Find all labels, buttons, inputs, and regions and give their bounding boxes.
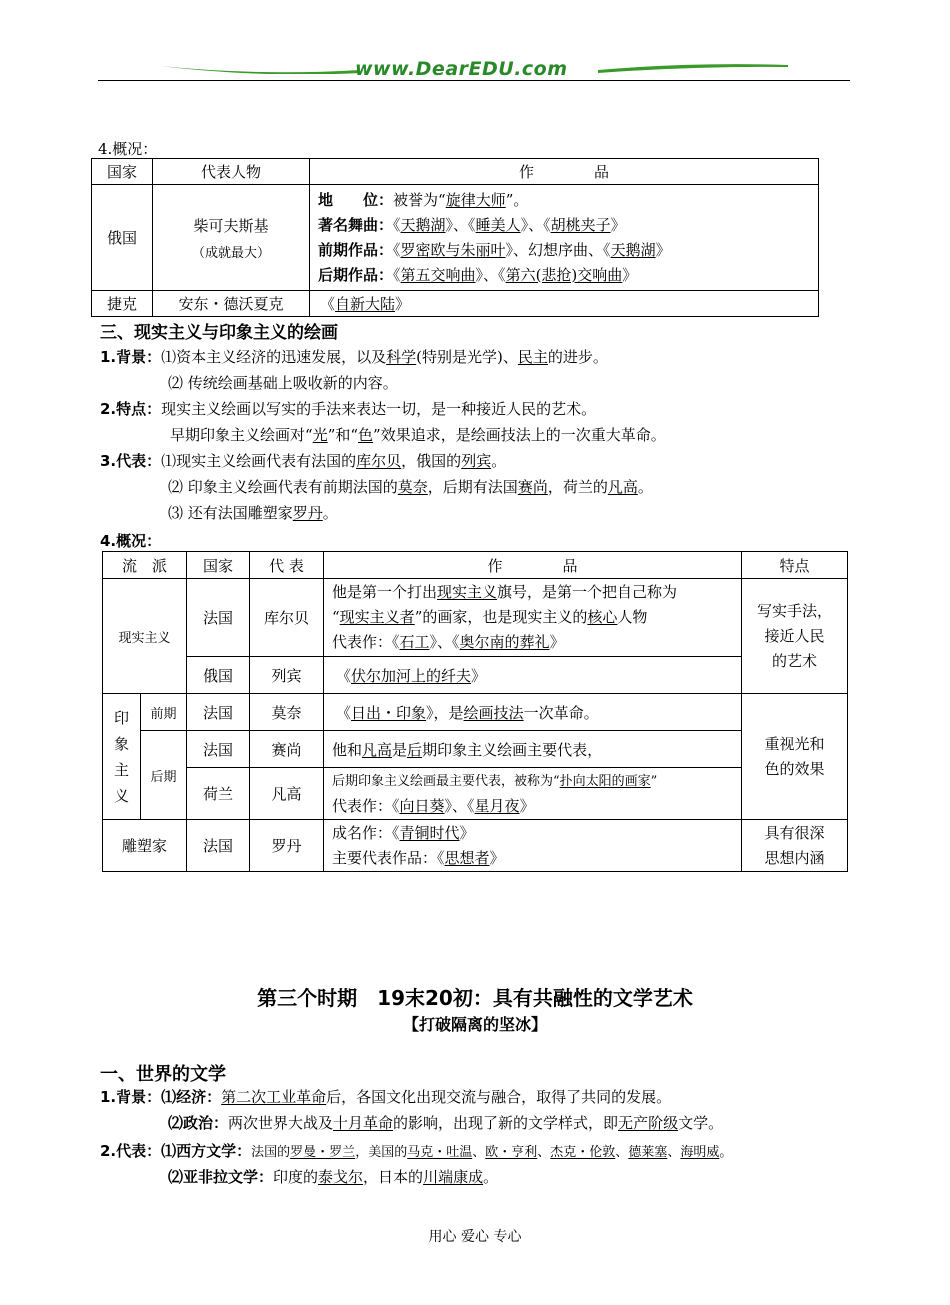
- col-header-rep: 代 表: [250, 552, 324, 579]
- paragraph: ⑶ 还有法国雕塑家罗丹。: [168, 504, 338, 522]
- feature-cell: 重视光和 色的效果: [742, 694, 848, 820]
- table-row: [92, 185, 819, 291]
- school-cell: 现实主义: [103, 579, 187, 694]
- overview-heading: 4.概况：: [100, 532, 162, 550]
- table-row: [103, 657, 848, 694]
- col-header-works: 作 品: [324, 552, 742, 579]
- person-cell: [153, 185, 310, 291]
- col-header-feature: 特点: [742, 552, 848, 579]
- col-header-school: 流 派: [103, 552, 187, 579]
- logo-swoosh-left: [160, 62, 360, 74]
- works-cell: 《伏尔加河上的纤夫》: [324, 657, 742, 694]
- works-cell: 他是第一个打出现实主义旗号，是第一个把自己称为 “现实主义者”的画家，也是现实主义的核心人物 代表作：《石工》、《奥尔南的葬礼》: [324, 579, 742, 657]
- rep-cell: 列宾: [250, 657, 324, 694]
- paragraph: 早期印象主义绘画对“光”和“色”效果追求，是绘画技法上的一次重大革命。: [170, 426, 666, 444]
- country-cell: 法国: [187, 820, 250, 872]
- rep-cell: 莫奈: [250, 694, 324, 731]
- table-row: [103, 579, 848, 657]
- works-cell: 成名作：《青铜时代》 主要代表作品：《思想者》: [324, 820, 742, 872]
- rep-cell: 凡高: [250, 768, 324, 820]
- col-header-works: 作 品: [310, 159, 819, 185]
- rep-cell: 库尔贝: [250, 579, 324, 657]
- country-cell: 捷克: [92, 291, 153, 317]
- person-cell: 安东・德沃夏克: [153, 291, 310, 317]
- table-row: [103, 820, 848, 872]
- col-header-country: 国家: [92, 159, 153, 185]
- country-cell: 法国: [187, 731, 250, 768]
- period-subtitle: 【打破隔离的坚冰】: [402, 1015, 547, 1034]
- impressionism-cell: 印 象 主 义: [103, 694, 141, 820]
- section-title: 三、现实主义与印象主义的绘画: [100, 323, 338, 343]
- paragraph: 2.特点：现实主义绘画以写实的手法来表达一切，是一种接近人民的艺术。: [100, 400, 597, 418]
- paragraph: 1.背景：⑴资本主义经济的迅速发展，以及科学(特别是光学)、民主的进步。: [100, 348, 608, 366]
- works-cell: 地 位：被誉为“旋律大师”。 著名舞曲：《天鹅湖》、《睡美人》、《胡桃夹子》 前期作品：《罗密欧与朱丽叶》、幻想序曲、《天鹅湖》 后期作品：《第五交响曲》、《第六(悲抢)交响曲》: [310, 185, 819, 291]
- rep-cell: 赛尚: [250, 731, 324, 768]
- col-header-country: 国家: [187, 552, 250, 579]
- site-logo: www.DearEDU.com: [355, 58, 568, 80]
- works-cell: 《日出・印象》，是绘画技法一次革命。: [324, 694, 742, 731]
- header-rule: [98, 80, 850, 81]
- table-row: [103, 694, 848, 731]
- paragraph: ⑵ 传统绘画基础上吸收新的内容。: [168, 374, 398, 392]
- table-row: [92, 291, 819, 317]
- works-cell: 《自新大陆》: [310, 291, 819, 317]
- works-cell: 他和凡高是后期印象主义绘画主要代表，: [324, 731, 742, 768]
- period-title: 第三个时期 19末20初：具有共融性的文学艺术: [257, 986, 693, 1010]
- paragraph: 2.代表：⑴西方文学：法国的罗曼・罗兰，美国的马克・吐温、欧・亨利、杰克・伦敦、德莱塞、海明威。: [100, 1142, 733, 1160]
- music-table: [91, 158, 819, 317]
- table-row: [103, 731, 848, 768]
- school-cell: 雕塑家: [103, 820, 187, 872]
- col-header-person: 代表人物: [153, 159, 310, 185]
- country-cell: 法国: [187, 694, 250, 731]
- country-cell: 俄国: [187, 657, 250, 694]
- painting-table: [102, 551, 848, 872]
- paragraph: ⑵政治：两次世界大战及十月革命的影响，出现了新的文学样式，即无产阶级文学。: [168, 1114, 724, 1132]
- overview-heading: 4.概况：: [98, 140, 158, 158]
- rep-cell: 罗丹: [250, 820, 324, 872]
- section-title: 一、世界的文学: [100, 1064, 226, 1085]
- country-cell: 荷兰: [187, 768, 250, 820]
- country-cell: 俄国: [92, 185, 153, 291]
- logo-swoosh-right: [598, 62, 788, 74]
- footer-text: 用心 爱心 专心: [428, 1229, 522, 1245]
- person-name: 柴可夫斯基: [193, 216, 269, 235]
- works-cell: 后期印象主义绘画最主要代表，被称为“扑向太阳的画家” 代表作：《向日葵》、《星月夜》: [324, 768, 742, 820]
- paragraph: 1.背景：⑴经济：第二次工业革命后，各国文化出现交流与融合，取得了共同的发展。: [100, 1088, 672, 1106]
- table-row: [103, 768, 848, 820]
- country-cell: 法国: [187, 579, 250, 657]
- period-early: 前期: [141, 694, 187, 731]
- feature-cell: 写实手法， 接近人民 的艺术: [742, 579, 848, 694]
- paragraph: ⑵亚非拉文学：印度的泰戈尔，日本的川端康成。: [168, 1168, 499, 1186]
- paragraph: ⑵ 印象主义绘画代表有前期法国的莫奈，后期有法国赛尚，荷兰的凡高。: [168, 478, 653, 496]
- paragraph: 3.代表：⑴现实主义绘画代表有法国的库尔贝，俄国的列宾。: [100, 452, 507, 470]
- person-note: （成就最大）: [191, 245, 270, 261]
- period-late: 后期: [141, 731, 187, 820]
- feature-cell: 具有很深 思想内涵: [742, 820, 848, 872]
